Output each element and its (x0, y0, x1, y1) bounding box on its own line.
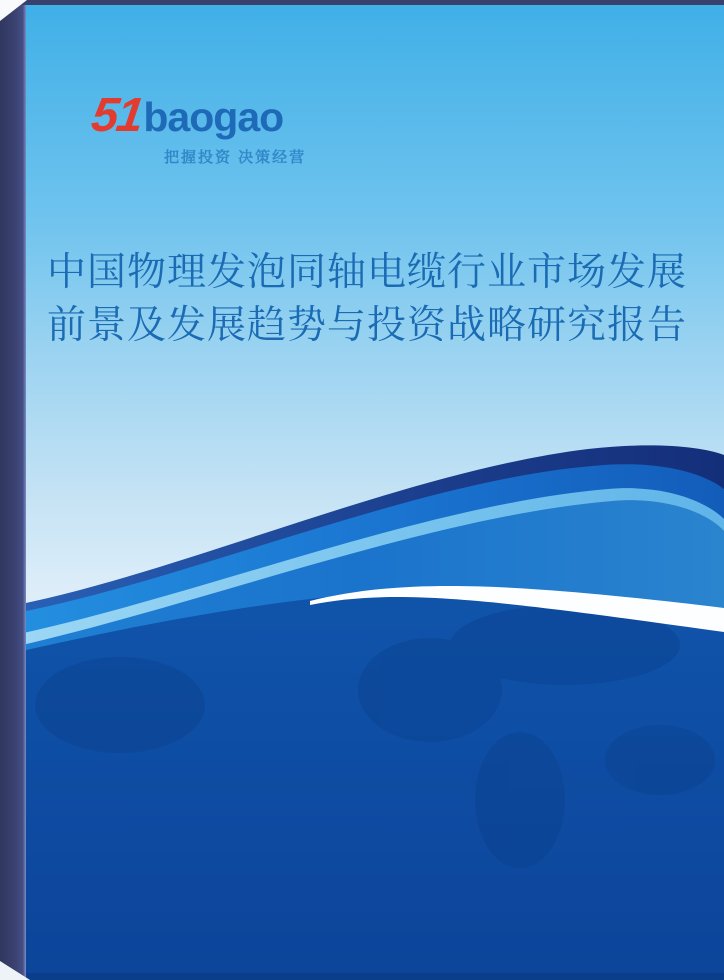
report-title-line-2: 前景及发展趋势与投资战略研究报告 (47, 304, 688, 347)
corner-fold-bottom-left (0, 961, 30, 980)
report-title-line-1: 中国物理发泡同轴电缆行业市场发展 (47, 251, 688, 294)
brand-logo (88, 88, 307, 167)
report-title (47, 246, 688, 352)
brand-logo-row (88, 88, 306, 145)
corner-fold-top-left (0, 0, 27, 21)
brand-tagline: 把握投资 决策经营 (164, 149, 307, 166)
page-top-edge (0, 0, 724, 5)
brand-logo-prefix: 51 (88, 89, 146, 142)
bottom-edge-strip (0, 973, 724, 980)
brand-logo-name: baogao (143, 94, 284, 140)
page-spine (0, 0, 26, 980)
